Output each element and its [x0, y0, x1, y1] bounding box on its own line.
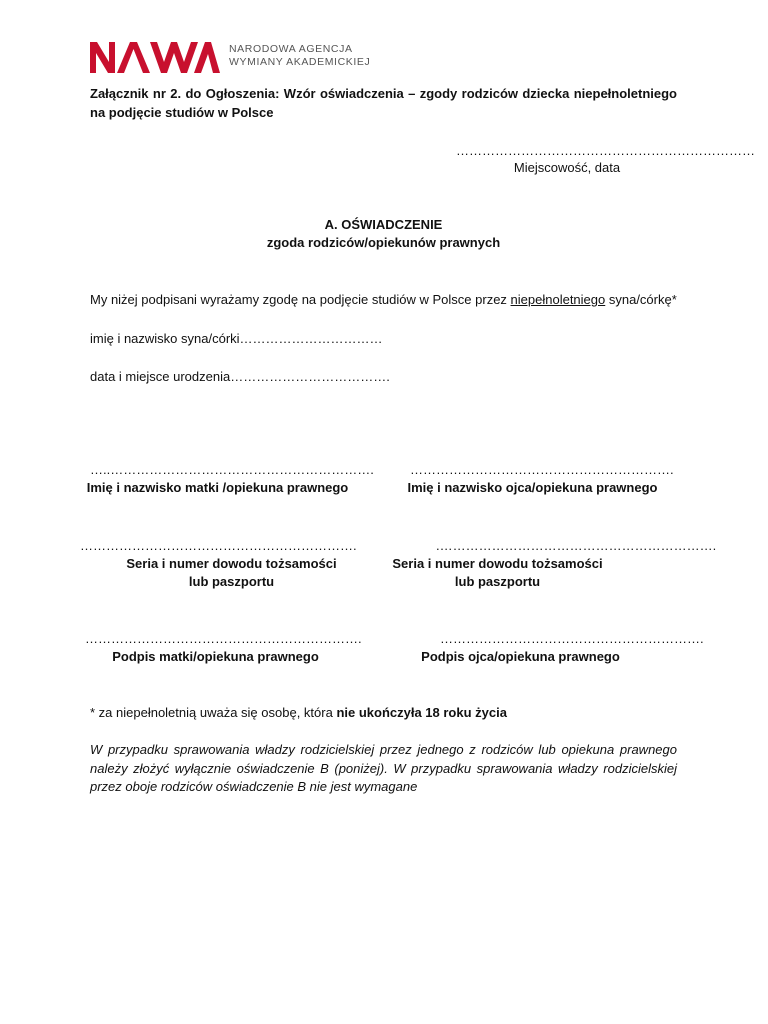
- mother-id-label-line1: Seria i numer dowodu tożsamości: [126, 556, 337, 571]
- mother-id-dots: ……………………………………………………….: [80, 538, 357, 553]
- nawa-logo: [90, 40, 371, 74]
- mother-name-label: Imię i nazwisko matki /opiekuna prawnego: [86, 480, 349, 495]
- footnote-bold: nie ukończyła 18 roku życia: [336, 705, 507, 720]
- footnote-text: * za niepełnoletnią uważa się osobę, która: [90, 705, 337, 720]
- agency-name-line2: WYMIANY AKADEMICKIEJ: [229, 56, 371, 68]
- father-signature-dots: …………………………………………………….: [440, 631, 704, 646]
- father-id-label-line2: lub paszportu: [454, 574, 541, 589]
- place-date-label: Miejscowość, data: [513, 160, 621, 175]
- mother-signature-dots: ……………………………………………………….: [85, 631, 362, 646]
- nawa-logo-mark: [90, 40, 220, 74]
- footnote: [90, 704, 507, 722]
- mother-name-dots: …..…………………………………………………….: [90, 462, 374, 477]
- agency-name-line1: NARODOWA AGENCJA: [229, 43, 353, 55]
- consent-text-before: My niżej podpisani wyrażamy zgodę na podjęcie studiów w Polsce przez: [90, 292, 511, 307]
- place-date-dots: ……………………………………………………………: [456, 143, 755, 158]
- section-a-subheading: zgoda rodziców/opiekunów prawnych: [266, 235, 501, 250]
- father-id-dots: .……………………………………………………….: [436, 538, 717, 553]
- consent-statement: [90, 291, 677, 309]
- father-name-label: Imię i nazwisko ojca/opiekuna prawnego: [407, 480, 658, 495]
- mother-id-label-line2: lub paszportu: [188, 574, 275, 589]
- father-name-dots: …………………………………………………….: [410, 462, 674, 477]
- child-name-field: imię i nazwisko syna/córki……………………………: [90, 331, 383, 346]
- section-a-heading: A. OŚWIADCZENIE: [324, 217, 443, 232]
- birth-date-place-field: data i miejsce urodzenia……………………………….: [90, 369, 390, 384]
- document-title: Załącznik nr 2. do Ogłoszenia: Wzór oświadczenia – zgody rodziców dziecka niepełnoletniego na podjęcie studiów w Polsce: [90, 86, 677, 120]
- father-id-label-line1: Seria i numer dowodu tożsamości: [392, 556, 603, 571]
- agency-name: [229, 43, 370, 69]
- mother-signature-label: Podpis matki/opiekuna prawnego: [112, 649, 319, 664]
- consent-text-after: syna/córkę*: [605, 292, 677, 307]
- guardianship-note: W przypadku sprawowania władzy rodzicielskiej przez jednego z rodziców lub opiekuna prawnego należy złożyć wyłącznie oświadczenie B (poniżej). W przypadku sprawowania władzy rodzicielskiej przez oboje rodziców oświadczenie B nie jest wymagane: [90, 742, 677, 794]
- father-signature-label: Podpis ojca/opiekuna prawnego: [421, 649, 620, 664]
- consent-underlined-word: niepełnoletniego: [510, 292, 606, 307]
